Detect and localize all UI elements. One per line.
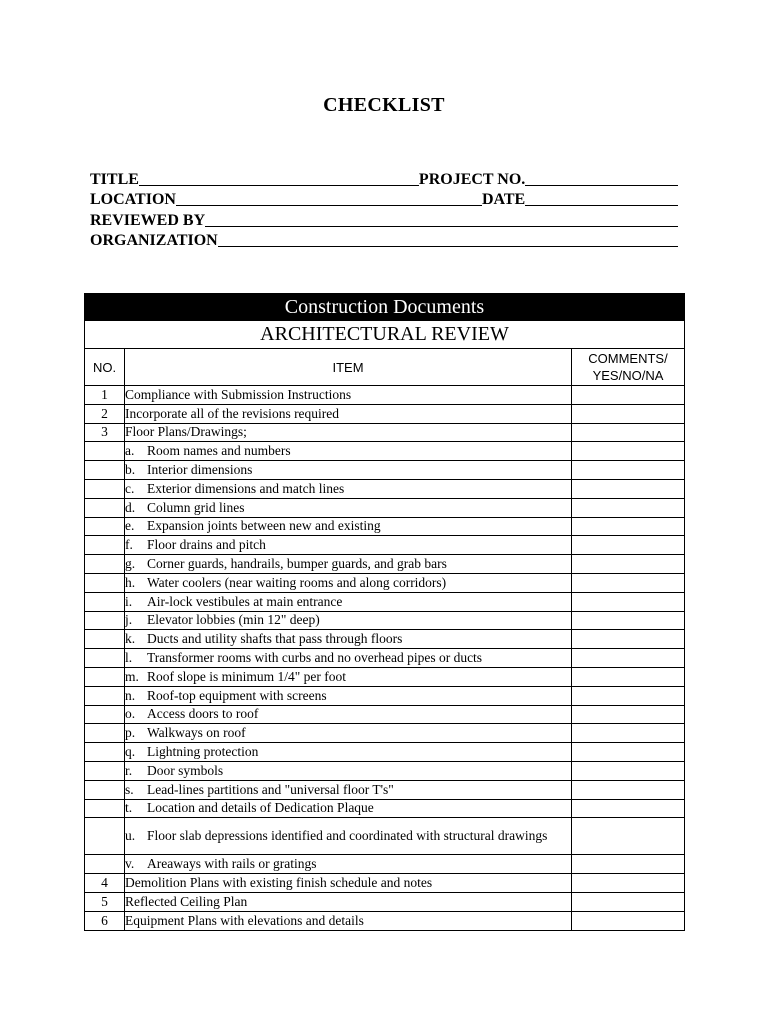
- subitem-text: Location and details of Dedication Plaque: [147, 800, 374, 816]
- subitem-cell: [125, 724, 572, 743]
- subitem-letter: a.: [125, 443, 135, 459]
- subitem-letter: t.: [125, 800, 133, 816]
- subitem-letter: l.: [125, 650, 133, 666]
- subitem-text: Transformer rooms with curbs and no overhead pipes or ducts: [147, 650, 483, 666]
- item-number: [85, 536, 125, 555]
- subitem-cell: [125, 761, 572, 780]
- item-number: [85, 611, 125, 630]
- table-row: [85, 649, 685, 668]
- table-row: [85, 442, 685, 461]
- table-row: [85, 630, 685, 649]
- column-header-row: [85, 349, 685, 386]
- subitem-text: Floor slab depressions identified and coordinated with structural drawings: [147, 828, 548, 844]
- comment-cell[interactable]: [572, 611, 685, 630]
- item-number: [85, 517, 125, 536]
- table-row: [85, 724, 685, 743]
- item-number: [85, 705, 125, 724]
- subitem: [125, 744, 571, 760]
- table-row: [85, 705, 685, 724]
- subitem-letter: q.: [125, 744, 136, 760]
- location-label: LOCATION: [90, 191, 176, 208]
- item-number: [85, 855, 125, 874]
- subitem-letter: n.: [125, 687, 136, 703]
- subitem: [125, 481, 571, 497]
- subitem-text: Roof-top equipment with screens: [147, 687, 327, 703]
- item-number: [85, 555, 125, 574]
- table-title-row: [85, 294, 685, 321]
- column-header-comments-line1: COMMENTS/: [588, 351, 668, 366]
- comment-cell[interactable]: [572, 743, 685, 762]
- subitem-cell: [125, 780, 572, 799]
- table-row: [85, 498, 685, 517]
- table-row: [85, 592, 685, 611]
- subitem-text: Air-lock vestibules at main entrance: [147, 593, 343, 609]
- subitem: [125, 612, 571, 628]
- table-title: Construction Documents: [85, 294, 685, 321]
- item-number: [85, 479, 125, 498]
- date-field[interactable]: [525, 203, 678, 206]
- table-row: [85, 818, 685, 855]
- subitem: [125, 462, 571, 478]
- reviewed-by-field[interactable]: [205, 224, 678, 227]
- subitem: [125, 828, 571, 844]
- item-number: [85, 799, 125, 818]
- subitem-cell: [125, 479, 572, 498]
- column-header-comments-line2: YES/NO/NA: [592, 368, 664, 383]
- comment-cell[interactable]: [572, 630, 685, 649]
- comment-cell[interactable]: [572, 423, 685, 442]
- subitem-text: Lead-lines partitions and "universal floor T's": [147, 781, 394, 797]
- table-row: [85, 911, 685, 930]
- subitem-letter: m.: [125, 668, 139, 684]
- subitem-text: Lightning protection: [147, 744, 259, 760]
- item-number: 3: [85, 423, 125, 442]
- subitem-text: Ducts and utility shafts that pass through floors: [147, 631, 403, 647]
- header-form: [90, 168, 678, 250]
- subitem-cell: [125, 573, 572, 592]
- subitem-cell: [125, 743, 572, 762]
- table-subtitle-row: [85, 321, 685, 349]
- comment-cell[interactable]: [572, 667, 685, 686]
- item-number: [85, 442, 125, 461]
- subitem-text: Expansion joints between new and existing: [147, 518, 381, 534]
- subitem: [125, 688, 571, 704]
- subitem-letter: d.: [125, 499, 136, 515]
- subitem: [125, 537, 571, 553]
- comment-cell[interactable]: [572, 386, 685, 405]
- comment-cell[interactable]: [572, 649, 685, 668]
- item-number: [85, 724, 125, 743]
- subitem-letter: f.: [125, 537, 133, 553]
- item-text: Equipment Plans with elevations and details: [125, 911, 572, 930]
- subitem: [125, 725, 571, 741]
- title-project-row: [90, 168, 678, 189]
- subitem-text: Room names and numbers: [147, 443, 291, 459]
- subitem: [125, 669, 571, 685]
- table-row: [85, 611, 685, 630]
- subitem: [125, 763, 571, 779]
- subitem: [125, 706, 571, 722]
- table-row: [85, 461, 685, 480]
- subitem-cell: [125, 705, 572, 724]
- subitem: [125, 594, 571, 610]
- item-number: [85, 461, 125, 480]
- subitem-text: Areaways with rails or gratings: [147, 856, 317, 872]
- subitem-cell: [125, 649, 572, 668]
- comment-cell[interactable]: [572, 555, 685, 574]
- comment-cell[interactable]: [572, 818, 685, 855]
- comment-cell[interactable]: [572, 592, 685, 611]
- subitem: [125, 782, 571, 798]
- subitem: [125, 856, 571, 872]
- table-row: [85, 517, 685, 536]
- subitem-text: Elevator lobbies (min 12" deep): [147, 612, 320, 628]
- organization-row: [90, 230, 678, 251]
- subitem: [125, 631, 571, 647]
- item-number: [85, 667, 125, 686]
- item-number: [85, 573, 125, 592]
- title-label: TITLE: [90, 170, 139, 188]
- table-row: [85, 404, 685, 423]
- subitem-cell: [125, 855, 572, 874]
- comment-cell[interactable]: [572, 892, 685, 911]
- subitem-cell: [125, 592, 572, 611]
- subitem-letter: i.: [125, 593, 133, 609]
- item-number: [85, 743, 125, 762]
- comment-cell[interactable]: [572, 799, 685, 818]
- comment-cell[interactable]: [572, 780, 685, 799]
- table-row: [85, 686, 685, 705]
- subitem-letter: c.: [125, 480, 135, 496]
- subitem-cell: [125, 498, 572, 517]
- table-row: [85, 479, 685, 498]
- table-row: [85, 874, 685, 893]
- item-number: 5: [85, 892, 125, 911]
- table-row: [85, 386, 685, 405]
- date-label: DATE: [481, 191, 526, 208]
- subitem-text: Roof slope is minimum 1/4" per foot: [147, 668, 346, 684]
- subitem: [125, 556, 571, 572]
- comment-cell[interactable]: [572, 442, 685, 461]
- column-header-no: NO.: [85, 349, 125, 386]
- comment-cell[interactable]: [572, 724, 685, 743]
- subitem: [125, 500, 571, 516]
- subitem-letter: u.: [125, 828, 136, 844]
- comment-cell[interactable]: [572, 517, 685, 536]
- item-number: 4: [85, 874, 125, 893]
- comment-cell[interactable]: [572, 911, 685, 930]
- subitem-cell: [125, 517, 572, 536]
- subitem-text: Door symbols: [147, 762, 224, 778]
- table-row: [85, 855, 685, 874]
- column-header-comments: [572, 349, 685, 386]
- table-row: [85, 573, 685, 592]
- subitem-letter: p.: [125, 725, 136, 741]
- comment-cell[interactable]: [572, 874, 685, 893]
- table-row: [85, 761, 685, 780]
- subitem-letter: g.: [125, 556, 136, 572]
- comment-cell[interactable]: [572, 498, 685, 517]
- item-number: [85, 649, 125, 668]
- location-date-row: [90, 189, 678, 210]
- project-no-field[interactable]: [525, 183, 678, 186]
- item-number: 6: [85, 911, 125, 930]
- subitem-cell: [125, 461, 572, 480]
- subitem-cell: [125, 799, 572, 818]
- organization-field[interactable]: [218, 244, 678, 247]
- reviewed-by-label: REVIEWED BY: [90, 211, 206, 229]
- subitem-letter: e.: [125, 518, 135, 534]
- comment-cell[interactable]: [572, 404, 685, 423]
- location-field[interactable]: [176, 203, 482, 206]
- subitem-cell: [125, 442, 572, 461]
- subitem-cell: [125, 667, 572, 686]
- item-number: 2: [85, 404, 125, 423]
- item-number: 1: [85, 386, 125, 405]
- subitem-letter: k.: [125, 631, 136, 647]
- subitem-letter: o.: [125, 706, 136, 722]
- page-title: CHECKLIST: [323, 94, 445, 116]
- subitem-text: Exterior dimensions and match lines: [147, 480, 345, 496]
- table-subtitle: ARCHITECTURAL REVIEW: [85, 321, 685, 349]
- organization-label: ORGANIZATION: [90, 232, 218, 249]
- subitem-cell: [125, 818, 572, 855]
- item-number: [85, 498, 125, 517]
- item-number: [85, 630, 125, 649]
- table-row: [85, 667, 685, 686]
- subitem-letter: r.: [125, 762, 133, 778]
- comment-cell[interactable]: [572, 573, 685, 592]
- subitem: [125, 800, 571, 816]
- comment-cell[interactable]: [572, 461, 685, 480]
- comment-cell[interactable]: [572, 686, 685, 705]
- subitem-text: Water coolers (near waiting rooms and along corridors): [147, 574, 447, 590]
- subitem-cell: [125, 555, 572, 574]
- table-row: [85, 799, 685, 818]
- subitem-cell: [125, 536, 572, 555]
- subitem-text: Interior dimensions: [147, 462, 253, 478]
- item-number: [85, 761, 125, 780]
- comment-cell[interactable]: [572, 761, 685, 780]
- table-row: [85, 892, 685, 911]
- subitem-letter: s.: [125, 781, 134, 797]
- comment-cell[interactable]: [572, 855, 685, 874]
- project-no-label: PROJECT NO.: [418, 170, 526, 188]
- reviewed-by-row: [90, 209, 678, 230]
- table-row: [85, 780, 685, 799]
- item-text: Demolition Plans with existing finish schedule and notes: [125, 874, 572, 893]
- item-text: Compliance with Submission Instructions: [125, 386, 572, 405]
- table-row: [85, 536, 685, 555]
- title-field[interactable]: [139, 183, 419, 186]
- subitem: [125, 443, 571, 459]
- item-number: [85, 780, 125, 799]
- subitem-letter: h.: [125, 574, 136, 590]
- item-text: Floor Plans/Drawings;: [125, 423, 572, 442]
- subitem-letter: b.: [125, 462, 136, 478]
- subitem-text: Corner guards, handrails, bumper guards, and grab bars: [147, 556, 447, 572]
- subitem-cell: [125, 611, 572, 630]
- subitem-text: Access doors to roof: [147, 706, 259, 722]
- column-header-item: ITEM: [125, 349, 572, 386]
- checklist-table: [84, 293, 685, 931]
- subitem-text: Floor drains and pitch: [147, 537, 266, 553]
- subitem-cell: [125, 686, 572, 705]
- subitem: [125, 518, 571, 534]
- subitem-text: Walkways on roof: [147, 725, 246, 741]
- item-text: Reflected Ceiling Plan: [125, 892, 572, 911]
- comment-cell[interactable]: [572, 536, 685, 555]
- comment-cell[interactable]: [572, 705, 685, 724]
- subitem-cell: [125, 630, 572, 649]
- item-number: [85, 818, 125, 855]
- subitem-text: Column grid lines: [147, 499, 245, 515]
- item-text: Incorporate all of the revisions required: [125, 404, 572, 423]
- subitem-letter: j.: [125, 612, 133, 628]
- item-number: [85, 686, 125, 705]
- table-row: [85, 555, 685, 574]
- comment-cell[interactable]: [572, 479, 685, 498]
- subitem: [125, 575, 571, 591]
- subitem-letter: v.: [125, 856, 135, 872]
- table-row: [85, 743, 685, 762]
- item-number: [85, 592, 125, 611]
- table-row: [85, 423, 685, 442]
- subitem: [125, 650, 571, 666]
